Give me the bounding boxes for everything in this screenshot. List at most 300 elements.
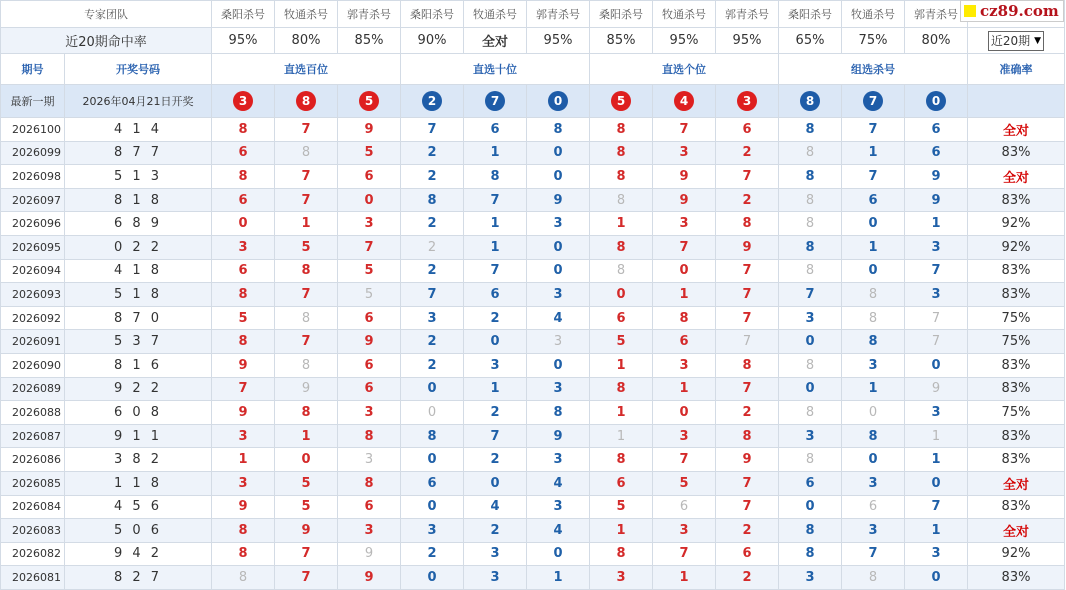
expert-hit-rate: 95% <box>653 28 716 54</box>
kill-number: 9 <box>338 118 401 142</box>
expert-name: 郭青杀号 <box>338 1 401 28</box>
number-ball: 0 <box>548 91 568 111</box>
period-select[interactable]: 近20期 ▼ <box>988 31 1044 51</box>
kill-number: 3 <box>653 424 716 448</box>
kill-number: 1 <box>653 377 716 401</box>
kill-number: 3 <box>464 542 527 566</box>
kill-number: 5 <box>275 471 338 495</box>
table-row <box>1 118 1065 142</box>
kill-number: 0 <box>842 401 905 425</box>
kill-number: 7 <box>905 495 968 519</box>
accuracy-value: 75% <box>968 330 1065 354</box>
table-row <box>1 519 1065 543</box>
kill-number: 8 <box>779 188 842 212</box>
draw-numbers: 8 7 0 <box>65 306 212 330</box>
latest-ball-cell <box>401 85 464 118</box>
kill-number: 0 <box>842 212 905 236</box>
kill-number: 1 <box>212 448 275 472</box>
kill-number: 2 <box>716 566 779 590</box>
accuracy-value: 83% <box>968 188 1065 212</box>
kill-number: 9 <box>338 330 401 354</box>
kill-number: 3 <box>527 283 590 307</box>
rate-label: 近20期命中率 <box>1 28 212 54</box>
col-group-combo: 组选杀号 <box>779 54 968 85</box>
kill-number: 8 <box>716 424 779 448</box>
kill-number: 8 <box>779 519 842 543</box>
kill-number: 5 <box>338 141 401 165</box>
kill-number: 0 <box>527 235 590 259</box>
number-ball: 5 <box>611 91 631 111</box>
accuracy-value: 83% <box>968 283 1065 307</box>
table-row <box>1 401 1065 425</box>
accuracy-value: 83% <box>968 141 1065 165</box>
kill-number: 8 <box>590 377 653 401</box>
issue-number: 2026082 <box>1 542 65 566</box>
kill-number: 1 <box>842 377 905 401</box>
kill-number: 6 <box>212 188 275 212</box>
kill-number: 0 <box>401 495 464 519</box>
kill-number: 3 <box>338 212 401 236</box>
draw-numbers: 6 8 9 <box>65 212 212 236</box>
kill-number: 2 <box>401 165 464 189</box>
kill-number: 8 <box>275 353 338 377</box>
number-ball: 3 <box>233 91 253 111</box>
kill-number: 1 <box>842 141 905 165</box>
kill-number: 8 <box>590 448 653 472</box>
kill-number: 6 <box>842 188 905 212</box>
draw-numbers: 9 4 2 <box>65 542 212 566</box>
kill-number: 8 <box>212 330 275 354</box>
kill-number: 0 <box>275 448 338 472</box>
kill-number: 4 <box>464 495 527 519</box>
expert-name: 牧通杀号 <box>464 1 527 28</box>
table-row <box>1 283 1065 307</box>
expert-hit-rate: 80% <box>905 28 968 54</box>
expert-hit-rate: 65% <box>779 28 842 54</box>
kill-number: 1 <box>653 283 716 307</box>
table-row <box>1 141 1065 165</box>
kill-number: 3 <box>527 212 590 236</box>
kill-number: 3 <box>590 566 653 590</box>
kill-number: 3 <box>212 424 275 448</box>
kill-number: 3 <box>401 306 464 330</box>
table-row <box>1 471 1065 495</box>
kill-number: 0 <box>779 495 842 519</box>
kill-number: 8 <box>779 401 842 425</box>
latest-ball-cell <box>464 85 527 118</box>
table-row <box>1 353 1065 377</box>
kill-number: 3 <box>653 519 716 543</box>
table-row <box>1 235 1065 259</box>
table-row <box>1 377 1065 401</box>
draw-numbers: 4 1 4 <box>65 118 212 142</box>
kill-number: 4 <box>527 519 590 543</box>
number-ball: 4 <box>674 91 694 111</box>
kill-number: 8 <box>338 471 401 495</box>
period-select-cell <box>968 28 1065 54</box>
accuracy-value: 83% <box>968 448 1065 472</box>
issue-number: 2026097 <box>1 188 65 212</box>
expert-name: 桑阳杀号 <box>590 1 653 28</box>
expert-name: 牧通杀号 <box>653 1 716 28</box>
kill-number: 2 <box>464 306 527 330</box>
kill-number: 1 <box>590 424 653 448</box>
kill-number: 8 <box>653 306 716 330</box>
kill-number: 0 <box>527 165 590 189</box>
number-ball: 7 <box>863 91 883 111</box>
kill-number: 5 <box>590 495 653 519</box>
kill-number: 4 <box>527 306 590 330</box>
kill-number: 8 <box>716 212 779 236</box>
kill-number: 7 <box>716 377 779 401</box>
kill-number: 7 <box>275 330 338 354</box>
expert-name: 郭青杀号 <box>527 1 590 28</box>
issue-number: 2026099 <box>1 141 65 165</box>
kill-number: 9 <box>716 235 779 259</box>
kill-number: 8 <box>212 519 275 543</box>
kill-number: 1 <box>464 141 527 165</box>
kill-number: 8 <box>275 401 338 425</box>
kill-number: 8 <box>212 118 275 142</box>
kill-number: 8 <box>275 259 338 283</box>
table-row <box>1 212 1065 236</box>
kill-number: 3 <box>905 235 968 259</box>
issue-number: 2026085 <box>1 471 65 495</box>
kill-number: 7 <box>716 330 779 354</box>
kill-number: 7 <box>275 118 338 142</box>
draw-numbers: 4 5 6 <box>65 495 212 519</box>
kill-number: 3 <box>338 448 401 472</box>
draw-numbers: 9 2 2 <box>65 377 212 401</box>
kill-number: 2 <box>716 519 779 543</box>
kill-number: 6 <box>338 495 401 519</box>
logo-square-icon <box>964 5 976 17</box>
kill-number: 6 <box>464 283 527 307</box>
kill-number: 5 <box>338 259 401 283</box>
col-group-units: 直选个位 <box>590 54 779 85</box>
draw-numbers: 6 0 8 <box>65 401 212 425</box>
kill-number: 1 <box>653 566 716 590</box>
latest-accuracy <box>968 85 1065 118</box>
kill-number: 9 <box>338 542 401 566</box>
accuracy-value: 83% <box>968 495 1065 519</box>
table-row <box>1 330 1065 354</box>
kill-number: 7 <box>716 306 779 330</box>
kill-number: 0 <box>653 401 716 425</box>
kill-number: 0 <box>905 471 968 495</box>
kill-number: 6 <box>779 471 842 495</box>
kill-number: 3 <box>905 542 968 566</box>
kill-number: 8 <box>212 283 275 307</box>
latest-ball-cell <box>842 85 905 118</box>
kill-number: 0 <box>527 259 590 283</box>
expert-hit-rate: 90% <box>401 28 464 54</box>
kill-number: 7 <box>905 306 968 330</box>
kill-number: 5 <box>275 495 338 519</box>
kill-number: 8 <box>779 353 842 377</box>
draw-numbers: 5 1 8 <box>65 283 212 307</box>
kill-number: 0 <box>464 330 527 354</box>
kill-number: 9 <box>653 165 716 189</box>
expert-name: 郭青杀号 <box>716 1 779 28</box>
kill-number: 5 <box>338 283 401 307</box>
issue-number: 2026089 <box>1 377 65 401</box>
column-header-row <box>1 54 1065 85</box>
kill-number: 3 <box>905 401 968 425</box>
kill-number: 7 <box>464 188 527 212</box>
expert-hit-rate: 95% <box>527 28 590 54</box>
chevron-down-icon: ▼ <box>1034 35 1042 46</box>
kill-number: 7 <box>401 118 464 142</box>
accuracy-value: 全对 <box>968 519 1065 543</box>
kill-number: 3 <box>464 566 527 590</box>
accuracy-value: 75% <box>968 306 1065 330</box>
expert-hit-rate: 95% <box>716 28 779 54</box>
expert-header-row <box>1 1 1065 28</box>
kill-number: 2 <box>464 401 527 425</box>
kill-number: 6 <box>842 495 905 519</box>
kill-number: 6 <box>653 495 716 519</box>
kill-number: 1 <box>527 566 590 590</box>
kill-number: 8 <box>527 118 590 142</box>
kill-number: 8 <box>338 424 401 448</box>
kill-number: 7 <box>653 235 716 259</box>
latest-date: 2026年04月21日开奖 <box>65 85 212 118</box>
kill-number: 6 <box>212 259 275 283</box>
kill-number: 8 <box>212 566 275 590</box>
issue-number: 2026091 <box>1 330 65 354</box>
kill-number: 0 <box>401 401 464 425</box>
kill-number: 7 <box>275 188 338 212</box>
expert-hit-rate: 85% <box>590 28 653 54</box>
col-draw: 开奖号码 <box>65 54 212 85</box>
number-ball: 8 <box>800 91 820 111</box>
kill-number: 7 <box>464 424 527 448</box>
kill-number: 8 <box>590 188 653 212</box>
kill-number: 4 <box>527 471 590 495</box>
kill-number: 6 <box>905 118 968 142</box>
expert-hit-rate: 全对 <box>464 28 527 54</box>
kill-number: 8 <box>212 542 275 566</box>
table-row <box>1 495 1065 519</box>
kill-number: 0 <box>401 448 464 472</box>
kill-number: 8 <box>779 542 842 566</box>
kill-number: 9 <box>338 566 401 590</box>
kill-number: 7 <box>716 495 779 519</box>
expert-hit-rate: 80% <box>275 28 338 54</box>
expert-hit-rate: 95% <box>212 28 275 54</box>
kill-number: 7 <box>716 259 779 283</box>
kill-number: 2 <box>401 235 464 259</box>
table-row <box>1 306 1065 330</box>
kill-number: 7 <box>779 283 842 307</box>
accuracy-value: 全对 <box>968 471 1065 495</box>
latest-ball-cell <box>590 85 653 118</box>
kill-number: 6 <box>338 165 401 189</box>
kill-number: 6 <box>653 330 716 354</box>
kill-number: 1 <box>275 424 338 448</box>
kill-number: 1 <box>905 448 968 472</box>
kill-number: 3 <box>338 519 401 543</box>
kill-number: 8 <box>842 306 905 330</box>
kill-number: 2 <box>401 212 464 236</box>
kill-number: 8 <box>275 306 338 330</box>
accuracy-value: 全对 <box>968 165 1065 189</box>
table-row <box>1 259 1065 283</box>
kill-number: 3 <box>653 212 716 236</box>
kill-number: 2 <box>716 188 779 212</box>
kill-number: 7 <box>716 283 779 307</box>
draw-numbers: 8 7 7 <box>65 141 212 165</box>
kill-number: 8 <box>779 165 842 189</box>
kill-number: 3 <box>401 519 464 543</box>
kill-number: 9 <box>275 377 338 401</box>
table-row <box>1 566 1065 590</box>
kill-number: 1 <box>905 519 968 543</box>
latest-ball-cell <box>905 85 968 118</box>
kill-number: 7 <box>275 566 338 590</box>
latest-ball-cell <box>779 85 842 118</box>
kill-number: 0 <box>527 542 590 566</box>
kill-number: 2 <box>464 448 527 472</box>
kill-number: 1 <box>590 212 653 236</box>
kill-number: 5 <box>212 306 275 330</box>
kill-number: 3 <box>653 141 716 165</box>
latest-ball-cell <box>212 85 275 118</box>
kill-number: 8 <box>842 566 905 590</box>
kill-number: 7 <box>716 471 779 495</box>
kill-number: 8 <box>779 118 842 142</box>
kill-number: 5 <box>653 471 716 495</box>
kill-number: 0 <box>842 448 905 472</box>
expert-name: 桑阳杀号 <box>401 1 464 28</box>
kill-number: 3 <box>464 353 527 377</box>
kill-number: 9 <box>527 188 590 212</box>
accuracy-value: 83% <box>968 566 1065 590</box>
kill-number: 0 <box>779 377 842 401</box>
kill-number: 1 <box>464 235 527 259</box>
kill-number: 3 <box>527 448 590 472</box>
expert-name: 郭青杀号 <box>905 1 968 28</box>
kill-number: 6 <box>716 542 779 566</box>
kill-number: 1 <box>590 519 653 543</box>
kill-number: 8 <box>590 118 653 142</box>
latest-ball-cell <box>275 85 338 118</box>
site-logo[interactable] <box>960 0 1064 22</box>
kill-number: 9 <box>275 519 338 543</box>
kill-number: 8 <box>779 235 842 259</box>
kill-number: 3 <box>527 377 590 401</box>
issue-number: 2026084 <box>1 495 65 519</box>
kill-number: 7 <box>401 283 464 307</box>
col-group-hundreds: 直选百位 <box>212 54 401 85</box>
kill-number: 7 <box>905 259 968 283</box>
kill-number: 9 <box>905 165 968 189</box>
kill-number: 6 <box>338 306 401 330</box>
kill-number: 8 <box>464 165 527 189</box>
kill-number: 7 <box>716 165 779 189</box>
kill-number: 7 <box>653 448 716 472</box>
draw-numbers: 8 1 8 <box>65 188 212 212</box>
kill-number: 7 <box>275 283 338 307</box>
kill-number: 3 <box>842 519 905 543</box>
kill-number: 3 <box>527 495 590 519</box>
kill-number: 6 <box>212 141 275 165</box>
col-group-tens: 直选十位 <box>401 54 590 85</box>
kill-number: 8 <box>842 330 905 354</box>
accuracy-value: 83% <box>968 424 1065 448</box>
issue-number: 2026087 <box>1 424 65 448</box>
kill-number: 1 <box>590 353 653 377</box>
kill-number: 3 <box>212 235 275 259</box>
latest-ball-cell <box>716 85 779 118</box>
issue-number: 2026088 <box>1 401 65 425</box>
expert-hit-rate: 75% <box>842 28 905 54</box>
kill-number: 0 <box>590 283 653 307</box>
team-label: 专家团队 <box>1 1 212 28</box>
latest-issue-row <box>1 85 1065 118</box>
kill-number: 9 <box>212 495 275 519</box>
kill-number: 8 <box>590 141 653 165</box>
kill-number: 8 <box>527 401 590 425</box>
kill-number: 3 <box>905 283 968 307</box>
draw-numbers: 5 1 3 <box>65 165 212 189</box>
col-accuracy: 准确率 <box>968 54 1065 85</box>
kill-number: 1 <box>464 212 527 236</box>
draw-numbers: 9 1 1 <box>65 424 212 448</box>
table-row <box>1 188 1065 212</box>
kill-number: 0 <box>401 566 464 590</box>
kill-number: 0 <box>653 259 716 283</box>
issue-number: 2026095 <box>1 235 65 259</box>
kill-number: 1 <box>464 377 527 401</box>
kill-number: 6 <box>338 377 401 401</box>
expert-name: 牧通杀号 <box>275 1 338 28</box>
issue-number: 2026094 <box>1 259 65 283</box>
draw-numbers: 5 3 7 <box>65 330 212 354</box>
kill-number: 0 <box>905 353 968 377</box>
kill-number: 2 <box>716 141 779 165</box>
kill-number: 9 <box>716 448 779 472</box>
kill-number: 0 <box>401 377 464 401</box>
draw-numbers: 0 2 2 <box>65 235 212 259</box>
kill-number: 5 <box>275 235 338 259</box>
table-row <box>1 542 1065 566</box>
kill-number: 6 <box>590 471 653 495</box>
latest-label: 最新一期 <box>1 85 65 118</box>
kill-number: 6 <box>464 118 527 142</box>
kill-number: 7 <box>275 165 338 189</box>
kill-number: 0 <box>527 141 590 165</box>
number-ball: 7 <box>485 91 505 111</box>
kill-number: 8 <box>779 212 842 236</box>
draw-numbers: 1 1 8 <box>65 471 212 495</box>
kill-number: 8 <box>779 141 842 165</box>
kill-number: 2 <box>401 330 464 354</box>
kill-number: 3 <box>527 330 590 354</box>
kill-number: 7 <box>842 165 905 189</box>
kill-number: 9 <box>527 424 590 448</box>
issue-number: 2026083 <box>1 519 65 543</box>
expert-name: 桑阳杀号 <box>779 1 842 28</box>
kill-number: 6 <box>590 306 653 330</box>
kill-number: 8 <box>401 424 464 448</box>
kill-number: 7 <box>842 118 905 142</box>
kill-number: 1 <box>842 235 905 259</box>
kill-number: 3 <box>842 471 905 495</box>
number-ball: 3 <box>737 91 757 111</box>
kill-number: 8 <box>590 235 653 259</box>
